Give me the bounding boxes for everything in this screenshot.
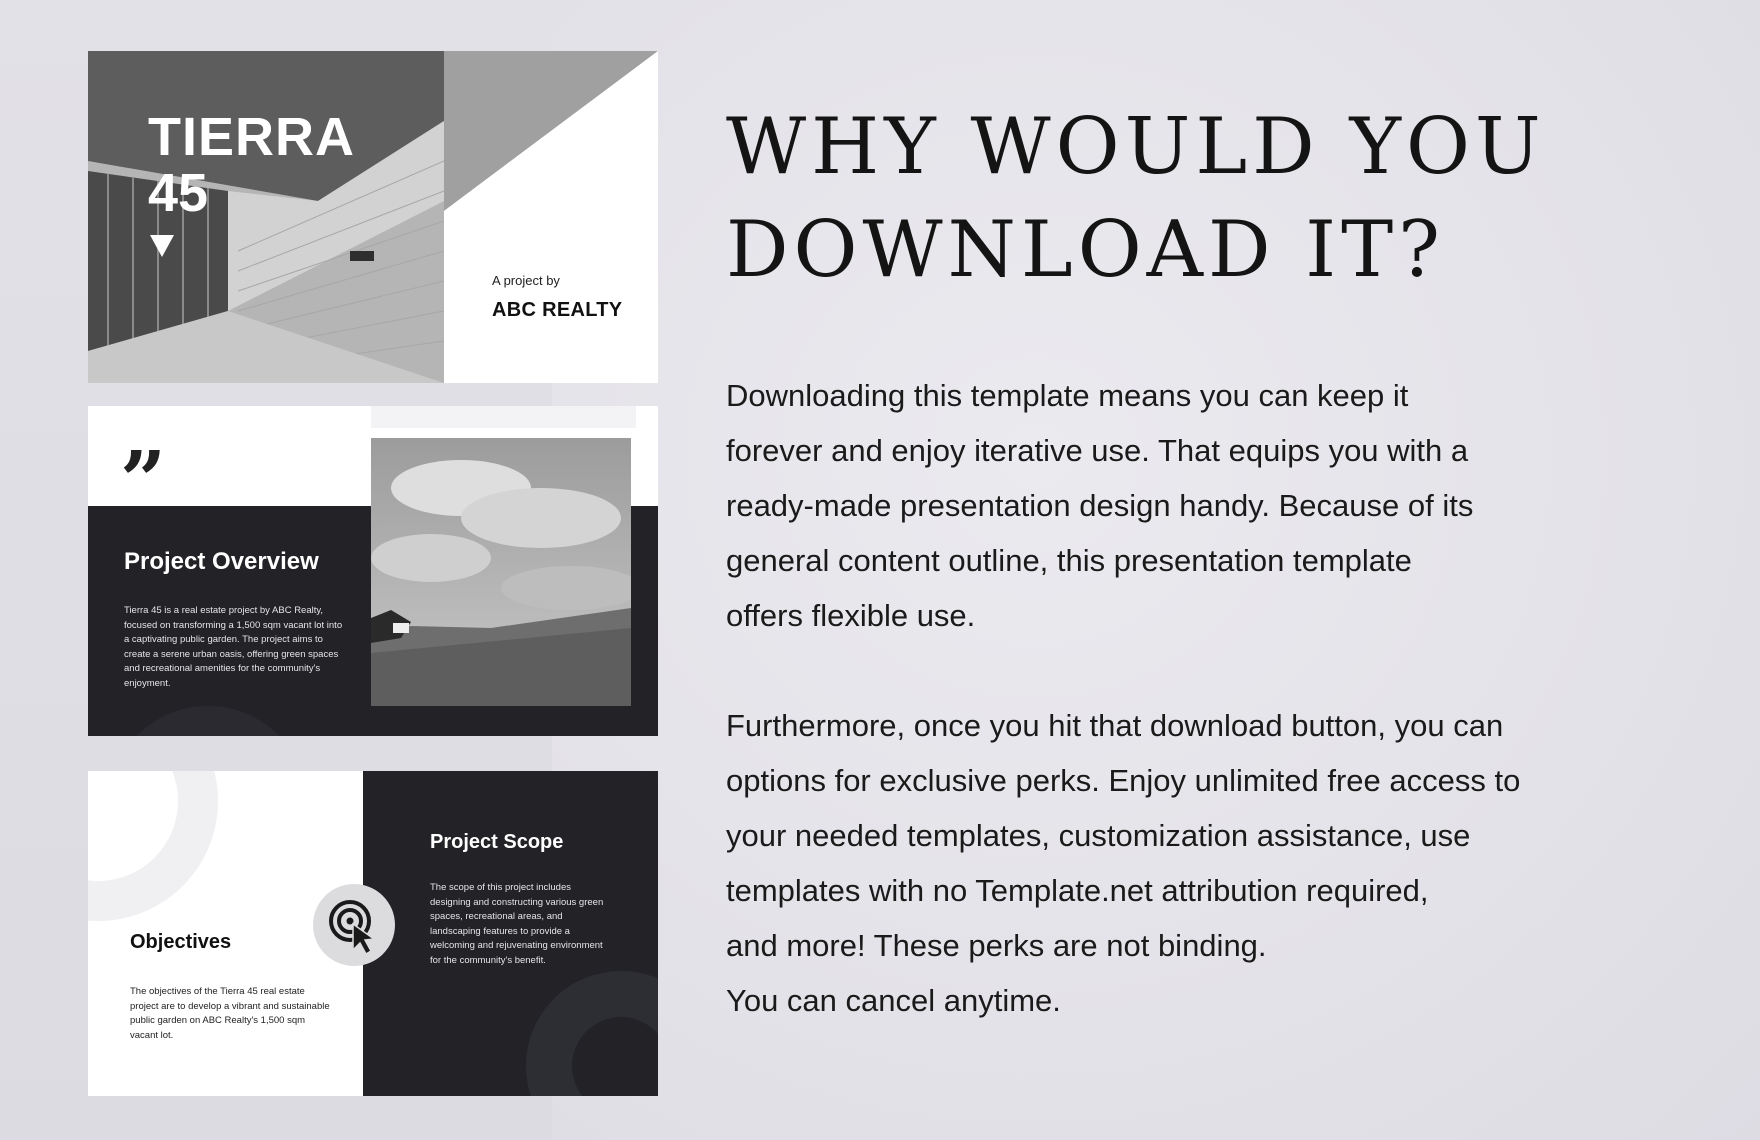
paragraph-perks xyxy=(726,698,1646,1028)
paragraph-line: templates with no Template.net attribution required, xyxy=(726,873,1429,908)
landscape-illustration xyxy=(371,438,631,706)
triangle-down-icon xyxy=(150,235,174,257)
paragraph-line: options for exclusive perks. Enjoy unlimited free access to xyxy=(726,763,1521,798)
paragraph-line: forever and enjoy iterative use. That equips you with a xyxy=(726,433,1469,468)
cover-title: TIERRA xyxy=(148,107,355,167)
paragraph-line: ready-made presentation design handy. Because of its xyxy=(726,488,1474,523)
slide-overview xyxy=(88,406,658,736)
headline-line-1: WHY WOULD YOU xyxy=(726,102,1546,192)
overview-body: Tierra 45 is a real estate project by ABC Realty, focused on transforming a 1,500 sqm vacant lot into a captivating public garden. The project aims to create a serene urban oasis, offering green spaces and recreational amenities for the community's enjoyment. xyxy=(124,605,343,689)
paragraph-line: and more! These perks are not binding. xyxy=(726,928,1267,963)
decorative-circle xyxy=(108,706,308,736)
cover-byline: A project by xyxy=(492,273,560,288)
headline xyxy=(726,96,1716,302)
slide-scope xyxy=(88,771,658,1096)
paragraph-download-benefits xyxy=(726,368,1646,643)
overview-title: Project Overview xyxy=(124,548,319,575)
scope-body: The scope of this project includes designing and constructing various green spaces, recreational areas, and landscaping features to provide a welcoming and rejuvenating environment for the community's benefit. xyxy=(430,882,604,966)
paragraph-line: offers flexible use. xyxy=(726,598,976,633)
decorative-ring xyxy=(88,771,218,921)
landscape-photo xyxy=(371,438,631,706)
decorative-bar xyxy=(371,406,636,428)
quote-icon: ” xyxy=(120,433,167,527)
objectives-body: The objectives of the Tierra 45 real estate project are to develop a vibrant and sustainable public garden on ABC Realty's 1,500 sqm vacant lot. xyxy=(130,986,330,1041)
paragraph-line: You can cancel anytime. xyxy=(726,983,1061,1018)
headline-line-2: DOWNLOAD IT? xyxy=(726,205,1445,295)
target-click-icon xyxy=(313,884,395,966)
slide-cover xyxy=(88,51,658,383)
objectives-title: Objectives xyxy=(130,931,232,953)
paragraph-line: general content outline, this presentation template xyxy=(726,543,1412,578)
paragraph-line: Downloading this template means you can keep it xyxy=(726,378,1409,413)
cover-brand: ABC REALTY xyxy=(492,299,623,321)
cover-number: 45 xyxy=(148,163,209,223)
paragraph-line: your needed templates, customization assistance, use xyxy=(726,818,1471,853)
scope-title: Project Scope xyxy=(430,831,564,853)
paragraph-line: Furthermore, once you hit that download button, you can xyxy=(726,708,1504,743)
